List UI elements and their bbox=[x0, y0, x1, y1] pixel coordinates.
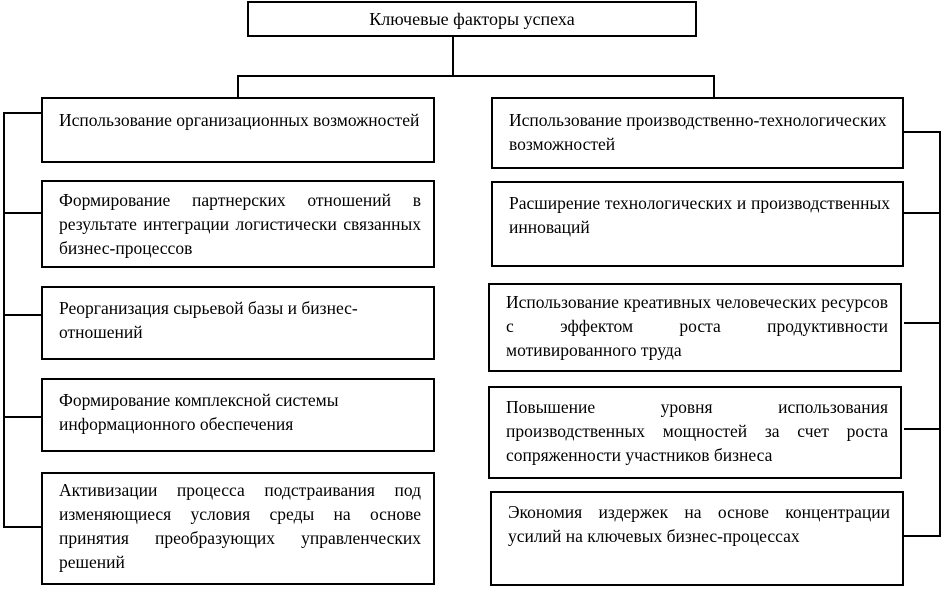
left-box-3: Реорганизация сырьевой базы и бизнес-отношений bbox=[41, 286, 435, 360]
left-tick bbox=[3, 212, 41, 214]
right-box-2: Расширение технологических и производственных инноваций bbox=[491, 181, 904, 267]
right-box-5: Экономия издержек на основе концентрации усилий на ключевых бизнес-процессах bbox=[490, 491, 904, 586]
left-box-5: Активизации процесса подстраивания под изменяющиеся условия среды на основе принятия преобразующих управленческих решений bbox=[41, 472, 435, 585]
left-tick bbox=[3, 526, 41, 528]
right-tick bbox=[904, 212, 941, 214]
right-tick bbox=[904, 428, 941, 430]
left-tick bbox=[3, 416, 41, 418]
connector-top-bar bbox=[237, 75, 714, 77]
connector-title-down bbox=[452, 36, 454, 76]
right-bracket-line bbox=[939, 131, 941, 537]
left-box-4: Формирование комплексной системы информационного обеспечения bbox=[41, 378, 435, 452]
connector-to-right bbox=[713, 75, 715, 99]
right-box-4: Повышение уровня использования производственных мощностей за счет роста сопряженности участников бизнеса bbox=[488, 386, 902, 479]
right-tick bbox=[904, 535, 941, 537]
left-tick bbox=[3, 112, 41, 114]
left-box-2: Формирование партнерских отношений в результате интеграции логистически связанных бизнес-процессов bbox=[41, 180, 435, 268]
left-tick bbox=[3, 314, 41, 316]
connector-to-left bbox=[237, 75, 239, 99]
right-tick bbox=[904, 131, 941, 133]
left-bracket-line bbox=[3, 112, 5, 528]
diagram-title-box: Ключевые факторы успеха bbox=[247, 1, 697, 37]
left-box-1: Использование организационных возможностей bbox=[41, 97, 435, 163]
right-box-3: Использование креативных человеческих ресурсов с эффектом роста продуктивности мотивированного труда bbox=[488, 283, 902, 372]
right-box-1: Использование производственно-технологических возможностей bbox=[491, 97, 904, 169]
right-tick bbox=[904, 322, 941, 324]
